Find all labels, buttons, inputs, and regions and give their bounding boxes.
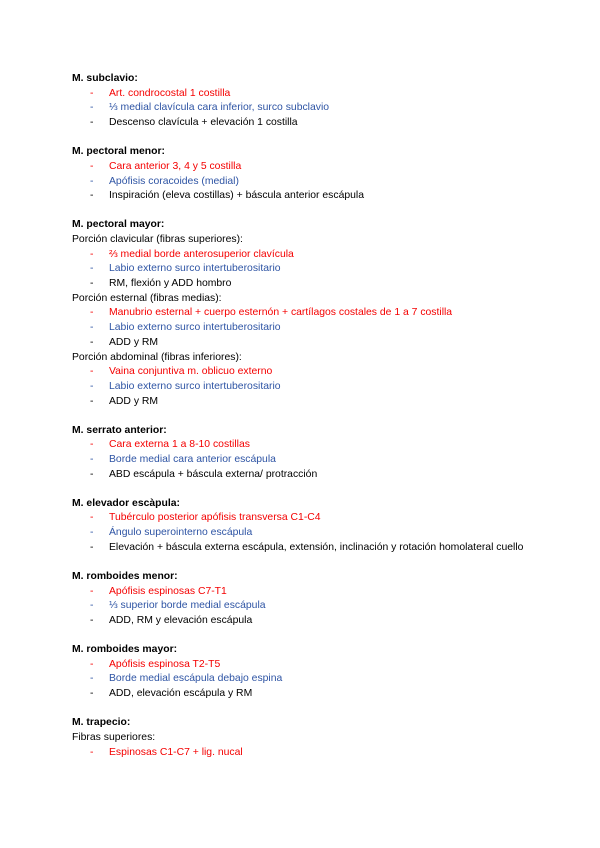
list-item-text: Labio externo surco intertuberositario bbox=[109, 380, 281, 392]
list-item-text: Art. condrocostal 1 costilla bbox=[109, 87, 231, 99]
bullet-dash: - bbox=[90, 585, 94, 597]
bullet-dash: - bbox=[90, 175, 94, 187]
document-page bbox=[72, 72, 542, 775]
list-item bbox=[72, 438, 542, 453]
list-item bbox=[72, 395, 542, 410]
bullet-dash: - bbox=[90, 366, 94, 378]
bullet-dash: - bbox=[90, 468, 94, 480]
list-item bbox=[72, 672, 542, 687]
list-item-text: ADD y RM bbox=[109, 336, 159, 348]
list-item bbox=[72, 306, 542, 321]
portion-label: Porción abdominal (fibras inferiores): bbox=[72, 351, 242, 363]
list-item bbox=[72, 160, 542, 175]
bullet-dash: - bbox=[90, 278, 94, 290]
list-item-text: Cara anterior 3, 4 y 5 costilla bbox=[109, 160, 242, 172]
list-item bbox=[72, 189, 542, 204]
bullet-dash: - bbox=[90, 527, 94, 539]
list-item bbox=[72, 321, 542, 336]
bullet-dash: - bbox=[90, 336, 94, 348]
list-item bbox=[72, 599, 542, 614]
bullet-dash: - bbox=[90, 512, 94, 524]
muscle-section bbox=[72, 643, 542, 702]
list-item-text: ⅓ superior borde medial escápula bbox=[109, 600, 266, 612]
bullet-dash: - bbox=[90, 248, 94, 260]
bullet-dash: - bbox=[90, 673, 94, 685]
list-item bbox=[72, 87, 542, 102]
bullet-dash: - bbox=[90, 658, 94, 670]
muscle-title: M. subclavio: bbox=[72, 73, 138, 84]
list-item bbox=[72, 687, 542, 702]
list-item-text: Cara externa 1 a 8-10 costillas bbox=[109, 439, 250, 451]
list-item-text: Labio externo surco intertuberositario bbox=[109, 322, 281, 334]
bullet-dash: - bbox=[90, 263, 94, 275]
list-item bbox=[72, 746, 542, 761]
list-item-text: Ángulo superointerno escápula bbox=[109, 527, 253, 539]
muscle-title: M. pectoral menor: bbox=[72, 146, 165, 158]
list-item-text: ADD, RM y elevación escápula bbox=[109, 614, 253, 626]
list-item bbox=[72, 511, 542, 526]
list-item-text: Borde medial escápula debajo espina bbox=[109, 673, 283, 685]
bullet-dash: - bbox=[90, 190, 94, 202]
list-item bbox=[72, 248, 542, 263]
muscle-title: M. trapecio: bbox=[72, 717, 131, 729]
muscle-section bbox=[72, 424, 542, 483]
bullet-dash: - bbox=[90, 117, 94, 129]
list-item bbox=[72, 116, 542, 131]
bullet-dash: - bbox=[90, 380, 94, 392]
portion-label: Fibras superiores: bbox=[72, 731, 156, 743]
portion-label: Porción clavicular (fibras superiores): bbox=[72, 233, 243, 245]
list-item bbox=[72, 380, 542, 395]
bullet-dash: - bbox=[90, 746, 94, 758]
muscle-title: M. serrato anterior: bbox=[72, 424, 167, 436]
bullet-dash: - bbox=[90, 541, 94, 553]
list-item bbox=[72, 614, 542, 629]
list-item-text: ABD escápula + báscula externa/ protracción bbox=[109, 468, 318, 480]
muscle-section bbox=[72, 570, 542, 629]
list-item bbox=[72, 526, 542, 541]
list-item bbox=[72, 262, 542, 277]
list-item bbox=[72, 468, 542, 483]
list-item-text: Tubérculo posterior apófisis transversa C1-C4 bbox=[109, 512, 321, 524]
list-item bbox=[72, 277, 542, 292]
list-item-text: RM, flexión y ADD hombro bbox=[109, 278, 232, 290]
muscle-title: M. romboides menor: bbox=[72, 570, 178, 582]
list-item-text: Inspiración (eleva costillas) + báscula anterior escápula bbox=[109, 190, 364, 202]
list-item-text: ADD y RM bbox=[109, 395, 159, 407]
bullet-dash: - bbox=[90, 688, 94, 700]
muscle-title: M. pectoral mayor: bbox=[72, 219, 165, 231]
bullet-dash: - bbox=[90, 307, 94, 319]
muscle-section bbox=[72, 716, 542, 760]
list-item bbox=[72, 175, 542, 190]
list-item bbox=[72, 453, 542, 468]
muscle-section bbox=[72, 497, 542, 556]
list-item bbox=[72, 658, 542, 673]
list-item bbox=[72, 101, 542, 116]
muscle-section bbox=[72, 72, 542, 131]
muscle-section bbox=[72, 145, 542, 204]
bullet-dash: - bbox=[90, 160, 94, 172]
list-item bbox=[72, 585, 542, 600]
list-item bbox=[72, 336, 542, 351]
list-item-text: Elevación + báscula externa escápula, extensión, inclinación y rotación homolateral cuello bbox=[109, 541, 524, 553]
list-item-text: ⅔ medial borde anterosuperior clavícula bbox=[109, 248, 294, 260]
portion-label: Porción esternal (fibras medias): bbox=[72, 292, 222, 304]
bullet-dash: - bbox=[90, 600, 94, 612]
bullet-dash: - bbox=[90, 614, 94, 626]
muscle-title: M. elevador escàpula: bbox=[72, 497, 180, 509]
bullet-dash: - bbox=[90, 322, 94, 334]
muscle-section bbox=[72, 218, 542, 409]
list-item-text: Labio externo surco intertuberositario bbox=[109, 263, 281, 275]
list-item-text: ADD, elevación escápula y RM bbox=[109, 688, 253, 700]
list-item-text: Manubrio esternal + cuerpo esternón + cartílagos costales de 1 a 7 costilla bbox=[109, 307, 453, 319]
bullet-dash: - bbox=[90, 395, 94, 407]
list-item-text: Espinosas C1-C7 + lig. nucal bbox=[109, 746, 243, 758]
list-item-text: Apófisis espinosa T2-T5 bbox=[109, 658, 221, 670]
list-item-text: Descenso clavícula + elevación 1 costilla bbox=[109, 117, 298, 129]
list-item bbox=[72, 365, 542, 380]
list-item-text: Apófisis espinosas C7-T1 bbox=[109, 585, 227, 597]
bullet-dash: - bbox=[90, 87, 94, 99]
list-item-text: ⅓ medial clavícula cara inferior, surco subclavio bbox=[109, 102, 330, 114]
bullet-dash: - bbox=[90, 439, 94, 451]
list-item-text: Apófisis coracoides (medial) bbox=[109, 175, 239, 187]
bullet-dash: - bbox=[90, 102, 94, 114]
bullet-dash: - bbox=[90, 454, 94, 466]
list-item-text: Borde medial cara anterior escápula bbox=[109, 454, 276, 466]
muscle-title: M. romboides mayor: bbox=[72, 643, 178, 655]
list-item bbox=[72, 541, 542, 556]
list-item-text: Vaina conjuntiva m. oblicuo externo bbox=[109, 366, 273, 378]
